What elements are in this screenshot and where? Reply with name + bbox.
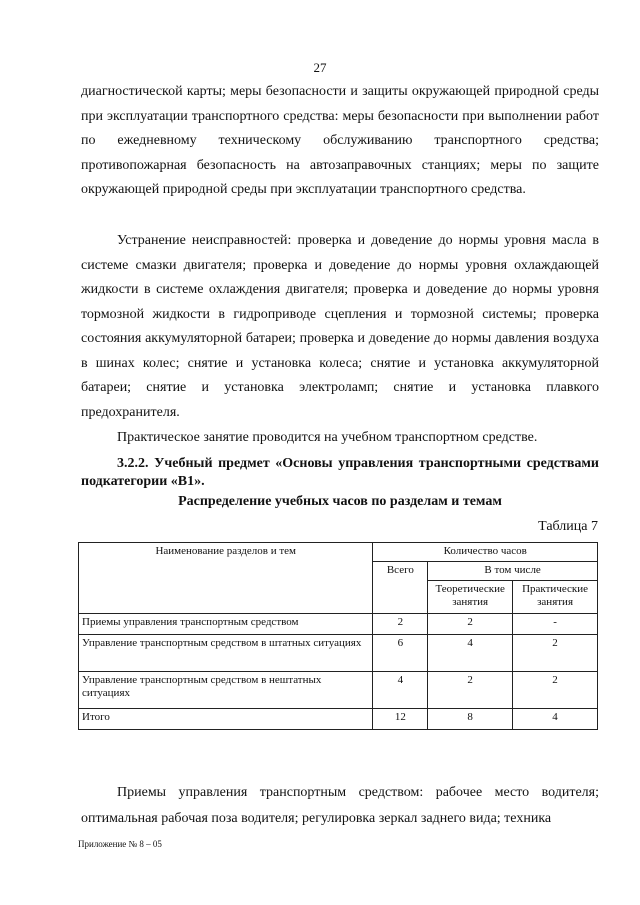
header-total: Всего [373,562,428,614]
row-practice: - [513,614,598,635]
row-theory: 8 [428,709,513,730]
row-practice: 4 [513,709,598,730]
page-footer: Приложение № 8 – 05 [78,839,162,849]
header-theory: Теоретические занятия [428,581,513,614]
header-including: В том числе [428,562,598,581]
row-practice: 2 [513,635,598,672]
row-practice: 2 [513,672,598,709]
body-paragraph-2: Устранение неисправностей: проверка и доведение до нормы уровня масла в системе смазки двигателя; проверка и доведение до нормы уровня охлаждающей жидкости в системе охлаждения двигателя; проверка и доведение до нормы уровня тормозной жидкости в гидроприводе сцепления и тормозной системы; проверка состояния аккумуляторной батареи; проверка и доведение до нормы давления воздуха в шинах колес; снятие и установка колеса; снятие и установка аккумуляторной батареи; снятие и установка электроламп; снятие и установка плавкого предохранителя. [81,233,599,420]
table-label: Таблица 7 [538,519,598,534]
row-name: Управление транспортным средством в нештатных ситуациях [79,672,373,709]
hours-table [78,542,598,730]
row-total: 6 [373,635,428,672]
row-name: Приемы управления транспортным средством [79,614,373,635]
header-hours: Количество часов [373,543,598,562]
table-row [79,614,598,635]
page-number: 27 [313,60,327,75]
table-row [79,635,598,672]
row-theory: 4 [428,635,513,672]
header-name: Наименование разделов и тем [79,543,373,614]
row-total: 2 [373,614,428,635]
row-total: 12 [373,709,428,730]
row-theory: 2 [428,672,513,709]
header-practice: Практические занятия [513,581,598,614]
row-theory: 2 [428,614,513,635]
body-paragraph-3: Практическое занятие проводится на учебном транспортном средстве. [117,430,538,445]
body-paragraph-4: Приемы управления транспортным средством: рабочее место водителя; оптимальная рабочая поза водителя; регулировка зеркал заднего вида; техника [81,785,599,826]
table-header-row [79,543,598,562]
row-total: 4 [373,672,428,709]
section-heading: 3.2.2. Учебный предмет «Основы управления транспортными средствами подкатегории «В1». [81,456,599,489]
body-paragraph-1: диагностической карты; меры безопасности и защиты окружающей природной среды при эксплуатации транспортного средства: меры безопасности при выполнении работ по ежедневному техническому обслуживанию транспортного средства; противопожарная безопасность на автозаправочных станциях; меры по защите окружающей природной среды при эксплуатации транспортного средства. [81,84,599,197]
table-row [79,672,598,709]
row-name: Итого [79,709,373,730]
row-name: Управление транспортным средством в штатных ситуациях [79,635,373,672]
table-row-total [79,709,598,730]
table-title: Распределение учебных часов по разделам и темам [178,494,502,509]
